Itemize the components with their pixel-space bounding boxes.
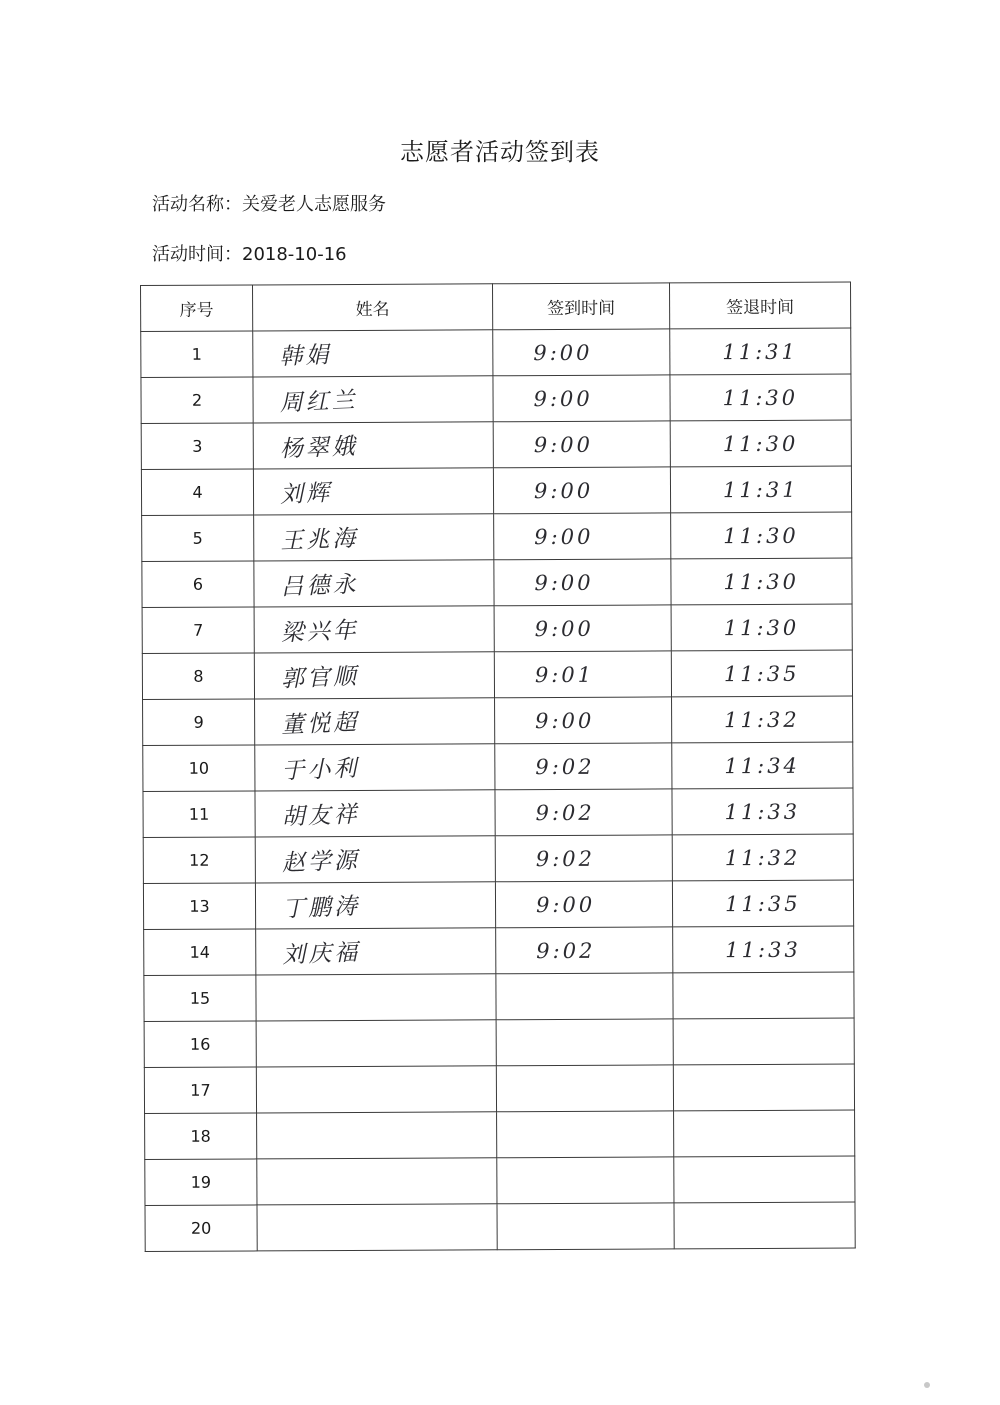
header-name: 姓名	[253, 284, 493, 331]
time-in-cell	[496, 1019, 673, 1066]
time-out-cell	[673, 1064, 854, 1111]
time-out-cell	[672, 834, 853, 881]
activity-time-line	[152, 240, 347, 266]
row-serial-number: 7	[142, 607, 254, 654]
name-cell	[257, 1204, 497, 1251]
time-out-cell	[672, 696, 853, 743]
header-sign-in-time: 签到时间	[492, 283, 669, 330]
handwritten-sign-out-time: 11:35	[723, 661, 800, 686]
time-in-cell	[493, 467, 670, 514]
handwritten-sign-in-time: 9:00	[533, 340, 593, 365]
row-serial-number: 19	[145, 1159, 257, 1206]
handwritten-name: 王兆海	[279, 525, 359, 555]
time-in-cell	[496, 1065, 673, 1112]
time-in-cell	[494, 559, 671, 606]
handwritten-name: 梁兴年	[280, 617, 360, 647]
name-cell	[255, 836, 495, 883]
name-cell	[255, 698, 495, 745]
row-serial-number: 12	[143, 837, 255, 884]
table-row	[143, 788, 853, 837]
activity-name-value: 关爱老人志愿服务	[242, 194, 386, 215]
time-out-cell	[670, 466, 851, 513]
table-row	[144, 1064, 854, 1113]
time-out-cell	[672, 742, 853, 789]
activity-time-label: 活动时间：	[152, 244, 242, 265]
time-in-cell	[496, 973, 673, 1020]
handwritten-sign-out-time: 11:30	[723, 615, 800, 640]
time-in-cell	[493, 375, 670, 422]
table-row	[141, 466, 851, 515]
handwritten-name: 杨翠娥	[279, 433, 359, 463]
handwritten-name: 刘辉	[279, 480, 333, 509]
handwritten-sign-out-time: 11:31	[722, 477, 799, 502]
handwritten-name: 周红兰	[279, 387, 359, 417]
row-serial-number: 11	[143, 791, 255, 838]
row-serial-number: 15	[144, 975, 256, 1022]
handwritten-sign-out-time: 11:35	[724, 891, 801, 916]
table-row	[141, 374, 851, 423]
handwritten-name: 赵学源	[281, 847, 361, 877]
time-out-cell	[672, 788, 853, 835]
time-out-cell	[674, 1156, 855, 1203]
time-in-cell	[495, 697, 672, 744]
handwritten-sign-in-time: 9:00	[533, 386, 593, 411]
time-in-cell	[494, 605, 671, 652]
time-in-cell	[493, 329, 670, 376]
time-in-cell	[495, 743, 672, 790]
handwritten-sign-out-time: 11:30	[723, 523, 799, 548]
row-serial-number: 1	[141, 331, 253, 378]
handwritten-name: 韩娟	[278, 342, 332, 371]
table-row	[143, 696, 853, 745]
time-out-cell	[671, 558, 852, 605]
handwritten-sign-in-time: 9:00	[535, 892, 596, 917]
handwritten-sign-in-time: 9:02	[535, 846, 596, 871]
name-cell	[253, 422, 493, 469]
row-serial-number: 8	[142, 653, 254, 700]
table-row	[145, 1156, 855, 1205]
name-cell	[256, 1066, 496, 1113]
header-sign-out-time: 签退时间	[669, 282, 850, 329]
handwritten-sign-in-time: 9:02	[535, 800, 595, 825]
name-cell	[253, 376, 493, 423]
scan-speck	[924, 1382, 930, 1388]
handwritten-sign-out-time: 11:30	[722, 385, 799, 410]
name-cell	[255, 790, 495, 837]
handwritten-sign-out-time: 11:31	[722, 339, 798, 364]
time-in-cell	[495, 881, 672, 928]
time-out-cell	[674, 1202, 855, 1249]
name-cell	[254, 652, 494, 699]
time-out-cell	[671, 650, 852, 697]
name-cell	[256, 974, 496, 1021]
handwritten-sign-in-time: 9:00	[534, 616, 594, 641]
activity-name-label: 活动名称：	[152, 194, 242, 215]
handwritten-sign-in-time: 9:02	[536, 938, 596, 963]
time-in-cell	[497, 1203, 674, 1250]
handwritten-name: 郭官顺	[280, 663, 360, 693]
handwritten-name: 丁鹏涛	[281, 893, 361, 923]
table-row	[144, 926, 854, 975]
table-row	[145, 1110, 855, 1159]
time-out-cell	[670, 328, 851, 375]
name-cell	[253, 330, 493, 377]
name-cell	[255, 882, 495, 929]
name-cell	[254, 560, 494, 607]
table-row	[142, 512, 852, 561]
handwritten-name: 于小利	[280, 755, 360, 785]
row-serial-number: 14	[144, 929, 256, 976]
name-cell	[254, 514, 494, 561]
table-row	[142, 604, 852, 653]
sign-in-table	[140, 282, 856, 1252]
time-out-cell	[671, 604, 852, 651]
row-serial-number: 18	[145, 1113, 257, 1160]
time-out-cell	[673, 926, 854, 973]
table-row	[142, 650, 852, 699]
table-row	[141, 420, 851, 469]
handwritten-name: 吕德永	[280, 571, 360, 601]
handwritten-sign-in-time: 9:00	[533, 478, 594, 503]
document-title: 志愿者活动签到表	[400, 138, 600, 166]
activity-time-value: 2018-10-16	[242, 244, 347, 265]
row-serial-number: 17	[144, 1067, 256, 1114]
row-serial-number: 20	[145, 1205, 257, 1252]
table-row	[145, 1202, 855, 1251]
activity-name-line	[152, 190, 386, 216]
name-cell	[257, 1158, 497, 1205]
handwritten-name: 胡友祥	[281, 801, 361, 831]
time-out-cell	[671, 512, 852, 559]
time-out-cell	[672, 880, 853, 927]
handwritten-sign-out-time: 11:30	[723, 569, 800, 594]
handwritten-sign-in-time: 9:00	[534, 524, 594, 549]
handwritten-sign-out-time: 11:33	[724, 799, 801, 824]
row-serial-number: 13	[143, 883, 255, 930]
table-body	[141, 328, 855, 1251]
handwritten-sign-in-time: 9:00	[535, 708, 595, 733]
table-row	[144, 1018, 854, 1067]
time-in-cell	[494, 651, 671, 698]
handwritten-sign-in-time: 9:00	[534, 570, 594, 595]
table-row	[144, 972, 854, 1021]
handwritten-name: 刘庆福	[281, 939, 361, 969]
handwritten-sign-out-time: 11:34	[724, 753, 800, 778]
row-serial-number: 5	[142, 515, 254, 562]
handwritten-sign-out-time: 11:33	[725, 937, 801, 962]
header-serial-number: 序号	[141, 285, 253, 332]
table-row	[143, 880, 853, 929]
table-row	[143, 834, 853, 883]
row-serial-number: 9	[143, 699, 255, 746]
name-cell	[255, 744, 495, 791]
handwritten-name: 董悦超	[280, 709, 360, 739]
table-row	[143, 742, 853, 791]
time-in-cell	[493, 421, 670, 468]
table-row	[141, 328, 851, 377]
time-out-cell	[673, 972, 854, 1019]
time-out-cell	[670, 374, 851, 421]
handwritten-sign-out-time: 11:32	[724, 845, 801, 870]
row-serial-number: 6	[142, 561, 254, 608]
time-out-cell	[674, 1110, 855, 1157]
handwritten-sign-in-time: 9:02	[535, 754, 595, 779]
handwritten-sign-out-time: 11:32	[724, 707, 800, 732]
name-cell	[256, 1020, 496, 1067]
name-cell	[253, 468, 493, 515]
row-serial-number: 16	[144, 1021, 256, 1068]
row-serial-number: 4	[141, 469, 253, 516]
row-serial-number: 3	[141, 423, 253, 470]
time-in-cell	[497, 1157, 674, 1204]
time-in-cell	[494, 513, 671, 560]
name-cell	[257, 1112, 497, 1159]
name-cell	[256, 928, 496, 975]
time-out-cell	[673, 1018, 854, 1065]
handwritten-sign-out-time: 11:30	[722, 431, 799, 456]
handwritten-sign-in-time: 9:01	[534, 662, 595, 687]
time-in-cell	[495, 835, 672, 882]
time-in-cell	[496, 927, 673, 974]
time-out-cell	[670, 420, 851, 467]
table-header-row	[141, 282, 851, 331]
table-row	[142, 558, 852, 607]
name-cell	[254, 606, 494, 653]
row-serial-number: 2	[141, 377, 253, 424]
handwritten-sign-in-time: 9:00	[533, 432, 594, 457]
time-in-cell	[497, 1111, 674, 1158]
time-in-cell	[495, 789, 672, 836]
row-serial-number: 10	[143, 745, 255, 792]
